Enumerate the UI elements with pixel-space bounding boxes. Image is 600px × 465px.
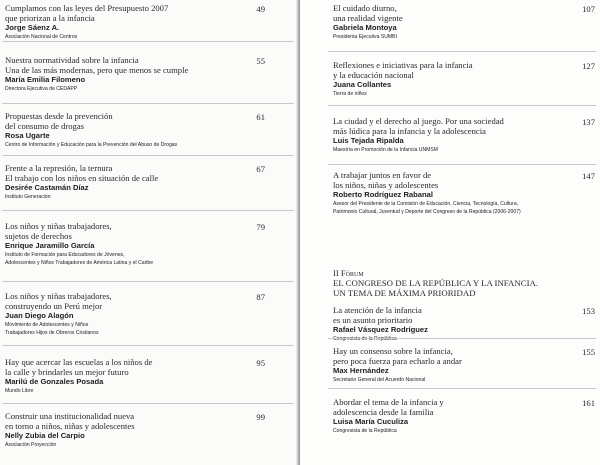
entry-page-number: 67 bbox=[256, 164, 265, 174]
entry-affiliation: Patrimonio Cultural, Juventud y Deporte del Congreso de la República (2006-2007) bbox=[333, 209, 521, 215]
entry-affiliation: Directora Ejecutiva de CEDAPP bbox=[5, 86, 78, 92]
entry-page-number: 137 bbox=[582, 117, 595, 127]
toc-entry bbox=[5, 3, 265, 41]
left-page bbox=[0, 0, 298, 465]
entry-title-line: sujetos de derechos bbox=[5, 231, 72, 241]
entry-page-number: 153 bbox=[582, 306, 595, 316]
entry-author: Jorge Sáenz A. bbox=[5, 23, 60, 32]
entry-title-line: la calle y brindarles un mejor futuro bbox=[5, 367, 129, 377]
entry-affiliation: Congresista de la República bbox=[333, 428, 397, 434]
entry-title-line: construyendo un Perú mejor bbox=[5, 301, 103, 311]
entry-title-line: Una de las más modernas, pero que menos se cumple bbox=[5, 65, 189, 75]
entry-title-line: El trabajo con los niños en situación de calle bbox=[5, 173, 159, 183]
entry-affiliation: Adolescentes y Niños Trabajadores de América Latina y el Caribe bbox=[5, 260, 154, 266]
toc-entry bbox=[5, 111, 265, 149]
entry-affiliation: Presidenta Ejecutiva SUMBI bbox=[333, 34, 397, 40]
toc-entry bbox=[333, 116, 595, 154]
entry-title-line: Construir una institucionalidad nueva bbox=[5, 411, 135, 421]
entry-divider bbox=[2, 210, 294, 211]
entry-title-line: La ciudad y el derecho al juego. Por una sociedad bbox=[333, 116, 504, 126]
entry-affiliation: Congresista de la República bbox=[333, 336, 397, 342]
entry-title-line: El cuidado diurno, bbox=[333, 3, 397, 13]
entry-affiliation: Asociación Nacional de Centros bbox=[5, 34, 78, 40]
entry-author: Luisa María Cuculiza bbox=[333, 417, 409, 426]
entry-divider bbox=[328, 105, 596, 106]
entry-title-line: Los niños y niñas trabajadores, bbox=[5, 291, 112, 301]
entry-title-line: del consumo de drogas bbox=[5, 121, 84, 131]
entry-author: Enrique Jaramillo García bbox=[5, 241, 95, 250]
entry-page-number: 127 bbox=[582, 61, 595, 71]
entry-title-line: una realidad vigente bbox=[333, 13, 403, 23]
entry-divider bbox=[2, 345, 294, 346]
entry-author: Rosa Ugarte bbox=[5, 131, 50, 140]
section-heading bbox=[333, 268, 595, 298]
entry-title-line: que priorizan a la infancia bbox=[5, 13, 95, 23]
toc-entry bbox=[5, 221, 265, 267]
entry-page-number: 87 bbox=[256, 292, 265, 302]
entry-page-number: 49 bbox=[256, 4, 265, 14]
entry-title-line: Nuestra normatividad sobre la infancia bbox=[5, 55, 139, 65]
entry-divider bbox=[328, 388, 596, 389]
entry-author: María Emilia Filomeno bbox=[5, 75, 86, 84]
section-label: II Fórum bbox=[333, 268, 364, 278]
entry-author: Roberto Rodríguez Rabanal bbox=[333, 190, 433, 199]
entry-title-line: pero poca fuerza para echarlo a andar bbox=[333, 356, 462, 366]
entry-page-number: 107 bbox=[582, 4, 595, 14]
toc-entry bbox=[333, 397, 595, 435]
entry-title-line: y la educación nacional bbox=[333, 70, 414, 80]
toc-entry bbox=[5, 55, 265, 93]
entry-page-number: 79 bbox=[256, 222, 265, 232]
entry-affiliation: Mundo Libre bbox=[5, 388, 34, 394]
toc-entry bbox=[333, 60, 595, 98]
entry-affiliation: Asesor del Presidente de la Comisión de Educación, Ciencia, Tecnología, Cultura, bbox=[333, 201, 519, 207]
entry-divider bbox=[328, 164, 596, 165]
entry-divider bbox=[2, 403, 294, 404]
entry-title-line: adolescencia desde la familia bbox=[333, 407, 434, 417]
entry-page-number: 61 bbox=[256, 112, 265, 122]
entry-title-line: A trabajar juntos en favor de bbox=[333, 170, 432, 180]
entry-author: Marilú de Gonzales Posada bbox=[5, 377, 104, 386]
entry-affiliation: Maestría en Promoción de la Infancia UNMSM bbox=[333, 147, 439, 153]
section-title-line-2: UN TEMA DE MÁXIMA PRIORIDAD bbox=[333, 288, 476, 298]
entry-page-number: 155 bbox=[582, 347, 595, 357]
entry-author: Juan Diego Alagón bbox=[5, 311, 74, 320]
entry-affiliation: Asociación Proyección bbox=[5, 442, 57, 448]
entry-author: Gabriela Montoya bbox=[333, 23, 397, 32]
entry-page-number: 99 bbox=[256, 412, 265, 422]
entry-title-line: La atención de la infancia bbox=[333, 305, 422, 315]
entry-title-line: los niños, niñas y adolescentes bbox=[333, 180, 439, 190]
entry-title-line: en torno a niños, niñas y adolescentes bbox=[5, 421, 135, 431]
entry-title-line: Hay un consenso sobre la infancia, bbox=[333, 346, 453, 356]
entry-author: Nelly Zubia del Carpio bbox=[5, 431, 85, 440]
toc-entry bbox=[333, 3, 595, 41]
toc-entry bbox=[5, 163, 265, 201]
entry-divider bbox=[328, 338, 596, 339]
entry-title-line: Abordar el tema de la infancia y bbox=[333, 397, 444, 407]
entry-title-line: Cumplamos con las leyes del Presupuesto 2007 bbox=[5, 3, 169, 13]
right-page bbox=[300, 0, 600, 465]
entry-author: Rafael Vásquez Rodríguez bbox=[333, 325, 428, 334]
entry-divider bbox=[2, 41, 294, 42]
entry-title-line: Propuestas desde la prevención bbox=[5, 111, 113, 121]
entry-divider bbox=[328, 51, 596, 52]
entry-affiliation: Centro de Información y Educación para la Prevención del Abuso de Drogas bbox=[5, 142, 178, 148]
entry-title-line: Hay que acercar las escuelas a los niños de bbox=[5, 357, 153, 367]
entry-author: Juana Collantes bbox=[333, 80, 392, 89]
entry-divider bbox=[2, 281, 294, 282]
toc-entry bbox=[5, 291, 265, 337]
entry-title-line: Los niños y niñas trabajadores, bbox=[5, 221, 112, 231]
entry-affiliation: Trabajadores Hijos de Obreros Cristianos bbox=[5, 330, 99, 336]
entry-page-number: 161 bbox=[582, 398, 595, 408]
entry-title-line: más lúdica para la infancia y la adolescencia bbox=[333, 126, 486, 136]
entry-affiliation: Secretario General del Acuerdo Nacional bbox=[333, 377, 426, 383]
entry-affiliation: Instituto de Formación para Educadores de Jóvenes, bbox=[5, 252, 125, 258]
entry-divider bbox=[2, 155, 294, 156]
entry-title-line: Reflexiones e iniciativas para la infancia bbox=[333, 60, 473, 70]
toc-entry bbox=[333, 346, 595, 384]
entry-affiliation: Instituto Generación bbox=[5, 194, 51, 200]
toc-entry bbox=[333, 170, 595, 216]
entry-author: Luis Tejada Ripalda bbox=[333, 136, 404, 145]
toc-entry bbox=[5, 411, 265, 449]
entry-page-number: 95 bbox=[256, 358, 265, 368]
entry-author: Max Hernández bbox=[333, 366, 389, 375]
entry-affiliation: Movimiento de Adolescentes y Niños bbox=[5, 322, 89, 328]
section-title-line-1: EL CONGRESO DE LA REPÚBLICA Y LA INFANCIA. bbox=[333, 278, 539, 288]
entry-divider bbox=[2, 103, 294, 104]
toc-entry bbox=[5, 357, 265, 395]
entry-title-line: Frente a la represión, la ternura bbox=[5, 163, 113, 173]
entry-affiliation: Tierra de niños bbox=[333, 91, 367, 97]
entry-author: Desirée Castamán Díaz bbox=[5, 183, 89, 192]
entry-page-number: 147 bbox=[582, 171, 595, 181]
entry-title-line: es un asunto prioritario bbox=[333, 315, 413, 325]
entry-page-number: 55 bbox=[256, 56, 265, 66]
